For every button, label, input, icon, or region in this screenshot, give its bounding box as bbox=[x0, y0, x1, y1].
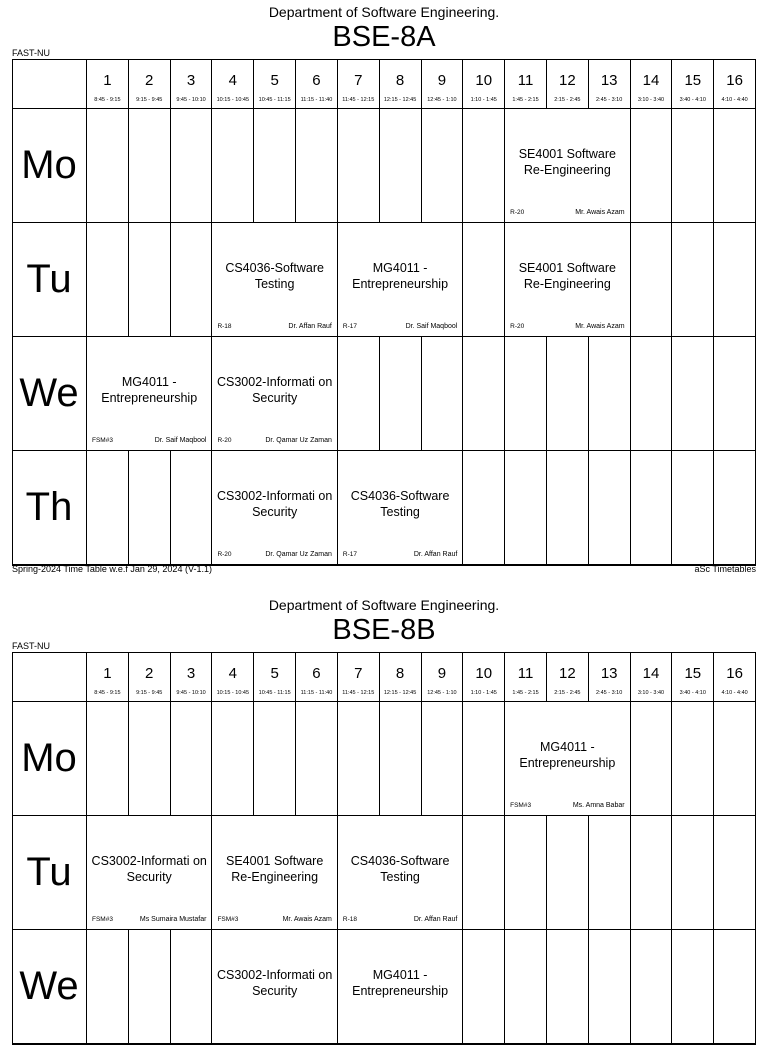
period-number: 1 bbox=[103, 72, 112, 89]
lesson-teacher: Ms. Amna Babar bbox=[572, 802, 625, 809]
period-time: 2:15 - 2:45 bbox=[554, 97, 581, 103]
lesson-subject: CS3002-Informati on Security bbox=[91, 854, 207, 884]
period-time: 11:45 - 12:15 bbox=[342, 97, 375, 103]
period-number: 6 bbox=[312, 665, 321, 682]
empty-slot bbox=[171, 451, 213, 565]
period-number: 13 bbox=[600, 665, 618, 682]
empty-slot bbox=[129, 930, 171, 1044]
period-header-cell bbox=[380, 652, 422, 702]
lesson-teacher: Dr. Saif Maqbool bbox=[405, 323, 458, 330]
day-label: We bbox=[19, 371, 79, 415]
period-header-cell bbox=[338, 59, 380, 109]
lesson-room: FSM#3 bbox=[92, 916, 113, 923]
period-header-cell bbox=[463, 652, 505, 702]
period-time: 3:40 - 4:10 bbox=[679, 97, 706, 103]
period-number: 14 bbox=[642, 72, 660, 89]
period-time: 10:15 - 10:45 bbox=[216, 97, 250, 103]
empty-slot bbox=[171, 109, 213, 223]
period-header-cell bbox=[505, 59, 547, 109]
period-time: 4:10 - 4:40 bbox=[721, 97, 748, 103]
empty-slot bbox=[171, 223, 213, 337]
lesson-subject: CS4036-Software Testing bbox=[350, 489, 450, 519]
empty-slot bbox=[672, 702, 714, 816]
period-number: 4 bbox=[228, 665, 238, 682]
empty-slot bbox=[714, 451, 756, 565]
period-header-cell bbox=[87, 59, 129, 109]
empty-slot bbox=[714, 930, 756, 1044]
period-time: 9:15 - 9:45 bbox=[136, 690, 163, 696]
lesson-cell bbox=[87, 337, 212, 451]
empty-slot bbox=[129, 451, 171, 565]
period-time: 4:10 - 4:40 bbox=[721, 690, 748, 696]
empty-slot bbox=[672, 109, 714, 223]
period-time: 2:15 - 2:45 bbox=[554, 690, 581, 696]
timetable-grid bbox=[12, 59, 756, 565]
period-time: 10:45 - 11:15 bbox=[258, 690, 291, 696]
empty-slot bbox=[589, 337, 631, 451]
period-header-cell bbox=[631, 59, 673, 109]
period-number: 10 bbox=[475, 72, 493, 89]
period-number: 16 bbox=[726, 665, 743, 682]
footer-version: Spring-2024 Time Table w.e.f Jan 29, 2024 (V-1.1) bbox=[12, 564, 212, 574]
day-label: Th bbox=[25, 485, 73, 529]
header-corner-cell bbox=[12, 59, 87, 109]
period-number: 3 bbox=[186, 72, 196, 89]
empty-slot bbox=[505, 816, 547, 930]
lesson-subject: SE4001 Software Re-Engineering bbox=[518, 147, 616, 177]
empty-slot bbox=[296, 109, 338, 223]
period-header-cell bbox=[129, 652, 171, 702]
timetable-bse-8b bbox=[0, 593, 768, 1024]
lesson-room: R-17 bbox=[342, 323, 357, 330]
lesson-subject: MG4011 - Entrepreneurship bbox=[101, 375, 198, 405]
period-header-cell bbox=[547, 59, 589, 109]
period-number: 4 bbox=[228, 72, 238, 89]
lesson-teacher: Mr. Awais Azam bbox=[575, 209, 625, 216]
day-label: Tu bbox=[26, 257, 72, 301]
empty-slot bbox=[672, 223, 714, 337]
period-time: 3:10 - 3:40 bbox=[637, 690, 665, 696]
period-header-cell bbox=[380, 59, 422, 109]
day-label: Mo bbox=[21, 736, 77, 780]
empty-slot bbox=[296, 702, 338, 816]
period-time: 12:45 - 1:10 bbox=[427, 690, 457, 696]
empty-slot bbox=[589, 816, 631, 930]
period-header-cell bbox=[338, 652, 380, 702]
period-time: 12:15 - 12:45 bbox=[383, 690, 417, 696]
empty-slot bbox=[714, 816, 756, 930]
period-time: 8:45 - 9:15 bbox=[94, 97, 121, 103]
lesson-cell bbox=[212, 930, 337, 1044]
period-header-cell bbox=[589, 652, 631, 702]
lesson-room: R-20 bbox=[217, 437, 232, 444]
timetable-title: BSE-8B bbox=[332, 614, 436, 646]
period-number: 11 bbox=[517, 72, 534, 89]
lesson-subject: SE4001 Software Re-Engineering bbox=[226, 854, 324, 884]
period-number: 7 bbox=[354, 665, 363, 682]
institution-label: FAST-NU bbox=[12, 48, 51, 58]
empty-slot bbox=[547, 337, 589, 451]
lesson-room: FSM#3 bbox=[92, 437, 113, 444]
empty-slot bbox=[463, 930, 505, 1044]
period-header-cell bbox=[672, 652, 714, 702]
empty-slot bbox=[463, 451, 505, 565]
period-header-cell bbox=[505, 652, 547, 702]
day-label-cell bbox=[12, 109, 87, 223]
empty-slot bbox=[338, 702, 380, 816]
lesson-cell bbox=[212, 337, 337, 451]
period-header-cell bbox=[254, 652, 296, 702]
period-number: 15 bbox=[684, 665, 702, 682]
empty-slot bbox=[547, 930, 589, 1044]
period-number: 8 bbox=[395, 665, 405, 682]
period-header-cell bbox=[296, 59, 338, 109]
empty-slot bbox=[129, 109, 171, 223]
empty-slot bbox=[589, 451, 631, 565]
lesson-cell bbox=[338, 930, 463, 1044]
empty-slot bbox=[422, 337, 464, 451]
lesson-room: R-20 bbox=[510, 323, 525, 330]
period-header-cell bbox=[422, 652, 464, 702]
empty-slot bbox=[422, 702, 464, 816]
period-number: 5 bbox=[270, 665, 279, 682]
period-time: 10:45 - 11:15 bbox=[258, 97, 291, 103]
day-label: Tu bbox=[26, 850, 72, 894]
lesson-subject: SE4001 Software Re-Engineering bbox=[518, 261, 616, 291]
period-time: 1:45 - 2:15 bbox=[512, 690, 539, 696]
lesson-cell bbox=[212, 223, 337, 337]
empty-slot bbox=[672, 337, 714, 451]
empty-slot bbox=[631, 702, 673, 816]
period-header-cell bbox=[171, 652, 213, 702]
empty-slot bbox=[87, 109, 129, 223]
period-header-cell bbox=[672, 59, 714, 109]
period-number: 11 bbox=[517, 665, 534, 682]
lesson-subject: CS4036-Software Testing bbox=[225, 261, 324, 291]
empty-slot bbox=[505, 451, 547, 565]
day-label-cell bbox=[12, 702, 87, 816]
empty-slot bbox=[129, 702, 171, 816]
lesson-subject: CS3002-Informati on Security bbox=[216, 489, 333, 519]
period-header-cell bbox=[171, 59, 213, 109]
period-number: 16 bbox=[726, 72, 743, 89]
lesson-cell bbox=[87, 816, 212, 930]
empty-slot bbox=[714, 702, 756, 816]
period-time: 11:45 - 12:15 bbox=[342, 690, 375, 696]
period-number: 7 bbox=[354, 72, 363, 89]
day-label-cell bbox=[12, 816, 87, 930]
empty-slot bbox=[547, 816, 589, 930]
period-header-cell bbox=[212, 652, 254, 702]
empty-slot bbox=[380, 702, 422, 816]
lesson-teacher: Mr. Awais Azam bbox=[282, 916, 332, 923]
empty-slot bbox=[171, 702, 213, 816]
period-number: 9 bbox=[437, 72, 447, 89]
lesson-room: R-17 bbox=[342, 551, 357, 558]
period-number: 9 bbox=[437, 665, 447, 682]
period-header-cell bbox=[422, 59, 464, 109]
day-label-cell bbox=[12, 930, 87, 1044]
period-number: 1 bbox=[103, 665, 112, 682]
empty-slot bbox=[212, 109, 254, 223]
empty-slot bbox=[87, 930, 129, 1044]
lesson-teacher: Dr. Qamar Uz Zaman bbox=[265, 437, 332, 444]
period-header-cell bbox=[589, 59, 631, 109]
empty-slot bbox=[87, 223, 129, 337]
period-header-cell bbox=[87, 652, 129, 702]
footer-credit: aSc Timetables bbox=[694, 564, 756, 574]
period-time: 1:45 - 2:15 bbox=[512, 97, 539, 103]
empty-slot bbox=[463, 702, 505, 816]
period-header-cell bbox=[631, 652, 673, 702]
empty-slot bbox=[631, 337, 673, 451]
period-header-cell bbox=[254, 59, 296, 109]
empty-slot bbox=[87, 702, 129, 816]
period-header-cell bbox=[296, 652, 338, 702]
period-number: 3 bbox=[186, 665, 196, 682]
day-label-cell bbox=[12, 223, 87, 337]
lesson-cell bbox=[212, 451, 337, 565]
period-time: 9:15 - 9:45 bbox=[136, 97, 163, 103]
empty-slot bbox=[672, 816, 714, 930]
period-time: 3:40 - 4:10 bbox=[679, 690, 706, 696]
period-time: 2:45 - 3:10 bbox=[596, 97, 623, 103]
empty-slot bbox=[672, 930, 714, 1044]
empty-slot bbox=[631, 816, 673, 930]
timetable-title: BSE-8A bbox=[332, 21, 436, 53]
lesson-cell bbox=[212, 816, 337, 930]
empty-slot bbox=[631, 451, 673, 565]
empty-slot bbox=[254, 109, 296, 223]
period-number: 14 bbox=[642, 665, 660, 682]
period-number: 12 bbox=[559, 72, 576, 89]
header-corner-cell bbox=[12, 652, 87, 702]
lesson-subject: CS4036-Software Testing bbox=[350, 854, 450, 884]
lesson-subject: MG4011 - Entrepreneurship bbox=[352, 968, 449, 998]
empty-slot bbox=[463, 816, 505, 930]
lesson-cell bbox=[338, 451, 463, 565]
lesson-teacher: Dr. Affan Rauf bbox=[413, 551, 458, 558]
empty-slot bbox=[672, 451, 714, 565]
empty-slot bbox=[714, 109, 756, 223]
period-time: 2:45 - 3:10 bbox=[596, 690, 623, 696]
empty-slot bbox=[631, 109, 673, 223]
empty-slot bbox=[631, 223, 673, 337]
empty-slot bbox=[171, 930, 213, 1044]
empty-slot bbox=[714, 337, 756, 451]
empty-slot bbox=[338, 109, 380, 223]
institution-label: FAST-NU bbox=[12, 641, 51, 651]
lesson-subject: MG4011 - Entrepreneurship bbox=[352, 261, 449, 291]
lesson-room: R-18 bbox=[342, 916, 357, 923]
lesson-room: FSM#3 bbox=[217, 916, 239, 923]
empty-slot bbox=[547, 451, 589, 565]
lesson-room: R-20 bbox=[217, 551, 232, 558]
period-number: 15 bbox=[684, 72, 702, 89]
period-number: 10 bbox=[475, 665, 493, 682]
period-header-cell bbox=[129, 59, 171, 109]
empty-slot bbox=[463, 109, 505, 223]
period-time: 9:45 - 10:10 bbox=[176, 690, 206, 696]
lesson-teacher: Dr. Affan Rauf bbox=[413, 916, 458, 923]
empty-slot bbox=[463, 337, 505, 451]
day-label: Mo bbox=[21, 143, 77, 187]
empty-slot bbox=[505, 930, 547, 1044]
period-number: 13 bbox=[600, 72, 618, 89]
department-heading: Department of Software Engineering. bbox=[268, 597, 500, 613]
lesson-cell bbox=[505, 109, 630, 223]
period-time: 10:15 - 10:45 bbox=[216, 690, 250, 696]
period-time: 8:45 - 9:15 bbox=[94, 690, 121, 696]
empty-slot bbox=[505, 337, 547, 451]
period-time: 3:10 - 3:40 bbox=[637, 97, 665, 103]
empty-slot bbox=[631, 930, 673, 1044]
lesson-teacher: Dr. Affan Rauf bbox=[288, 323, 332, 330]
lesson-subject: CS3002-Informati on Security bbox=[216, 968, 333, 998]
empty-slot bbox=[463, 223, 505, 337]
lesson-teacher: Ms Sumaira Mustafar bbox=[139, 916, 207, 923]
period-time: 1:10 - 1:45 bbox=[470, 97, 497, 103]
lesson-room: R-18 bbox=[217, 323, 232, 330]
timetable-grid bbox=[12, 652, 756, 1044]
period-number: 8 bbox=[395, 72, 405, 89]
lesson-room: FSM#3 bbox=[510, 802, 532, 809]
period-number: 5 bbox=[270, 72, 279, 89]
department-heading: Department of Software Engineering. bbox=[268, 4, 500, 20]
empty-slot bbox=[380, 109, 422, 223]
empty-slot bbox=[338, 337, 380, 451]
lesson-room: R-20 bbox=[510, 209, 525, 216]
lesson-cell bbox=[338, 223, 463, 337]
period-time: 9:45 - 10:10 bbox=[176, 97, 206, 103]
lesson-teacher: Mr. Awais Azam bbox=[575, 323, 625, 330]
lesson-cell bbox=[505, 702, 630, 816]
lesson-teacher: Dr. Qamar Uz Zaman bbox=[265, 551, 332, 558]
period-time: 11:15 - 11:40 bbox=[300, 690, 333, 696]
period-header-cell bbox=[714, 652, 756, 702]
empty-slot bbox=[212, 702, 254, 816]
period-time: 12:15 - 12:45 bbox=[383, 97, 417, 103]
period-header-cell bbox=[463, 59, 505, 109]
period-time: 11:15 - 11:40 bbox=[300, 97, 333, 103]
day-label-cell bbox=[12, 451, 87, 565]
lesson-teacher: Dr. Saif Maqbool bbox=[154, 437, 207, 444]
lesson-cell bbox=[505, 223, 630, 337]
empty-slot bbox=[422, 109, 464, 223]
day-label-cell bbox=[12, 337, 87, 451]
period-time: 12:45 - 1:10 bbox=[427, 97, 457, 103]
empty-slot bbox=[87, 451, 129, 565]
period-number: 2 bbox=[145, 665, 154, 682]
lesson-subject: CS3002-Informati on Security bbox=[216, 375, 333, 405]
empty-slot bbox=[380, 337, 422, 451]
period-number: 6 bbox=[312, 72, 321, 89]
period-number: 2 bbox=[145, 72, 154, 89]
period-header-cell bbox=[212, 59, 254, 109]
day-label: We bbox=[19, 964, 79, 1008]
lesson-cell bbox=[338, 816, 463, 930]
empty-slot bbox=[129, 223, 171, 337]
empty-slot bbox=[254, 702, 296, 816]
period-header-cell bbox=[547, 652, 589, 702]
period-time: 1:10 - 1:45 bbox=[470, 690, 497, 696]
lesson-subject: MG4011 - Entrepreneurship bbox=[519, 740, 616, 770]
empty-slot bbox=[714, 223, 756, 337]
empty-slot bbox=[589, 930, 631, 1044]
period-header-cell bbox=[714, 59, 756, 109]
period-number: 12 bbox=[559, 665, 576, 682]
